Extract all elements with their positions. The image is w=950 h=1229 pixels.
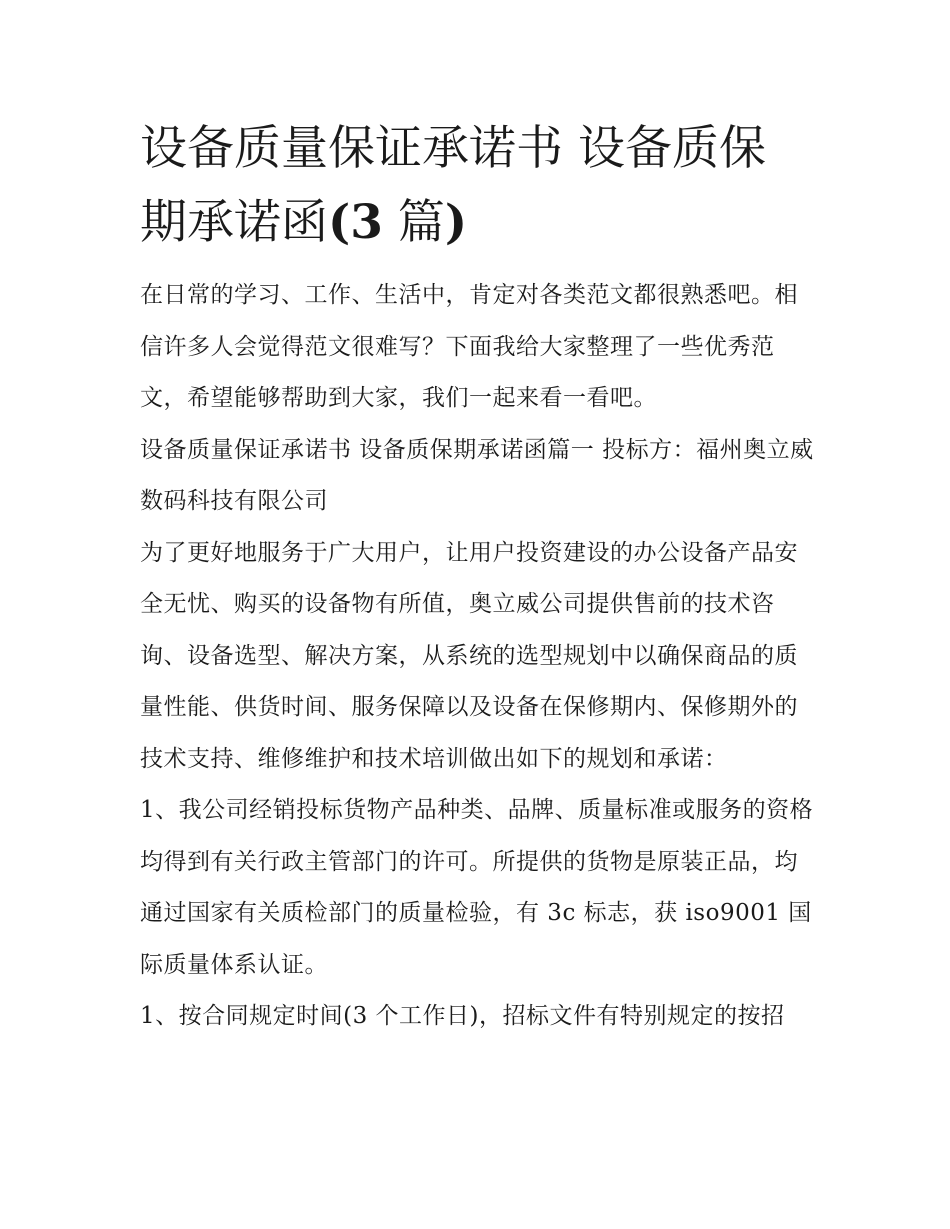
document-page xyxy=(140,112,816,1043)
title-line-2-text: 期承诺函 xyxy=(140,195,328,250)
section-heading-paragraph: 设备质量保证承诺书 设备质保期承诺函篇一 投标方：福州奥立威数码科技有限公司 xyxy=(140,436,814,514)
document-title xyxy=(140,112,816,260)
title-count-open: (3 xyxy=(328,195,383,250)
title-count-close: ) xyxy=(444,195,468,250)
delivery-paragraph: 1、按合同规定时间(3 个工作日)，招标文件有特别规定的按招 xyxy=(140,1003,785,1029)
qualification-paragraph: 1、我公司经销投标货物产品种类、品牌、质量标准或服务的资格均得到有关行政主管部门的许可。所提供的货物是原装正品，均通过国家有关质检部门的质量检验，有 3c 标志，获 iso9001 国际质量体系认证。 xyxy=(140,797,814,978)
title-count-unit: 篇 xyxy=(382,195,445,250)
title-line-1: 设备质量保证承诺书 设备质保 xyxy=(140,121,766,176)
intro-paragraph: 在日常的学习、工作、生活中，肯定对各类范文都很熟悉吧。相信许多人会觉得范文很难写？下面我给大家整理了一些优秀范文，希望能够帮助到大家，我们一起来看一看吧。 xyxy=(140,282,798,411)
commitment-paragraph: 为了更好地服务于广大用户，让用户投资建设的办公设备产品安全无忧、购买的设备物有所值，奥立威公司提供售前的技术咨询、设备选型、解决方案，从系统的选型规划中以确保商品的质量性能、供货时间、服务保障以及设备在保修期内、保修期外的技术支持、维修维护和技术培训做出如下的规划和承诺： xyxy=(140,539,798,772)
